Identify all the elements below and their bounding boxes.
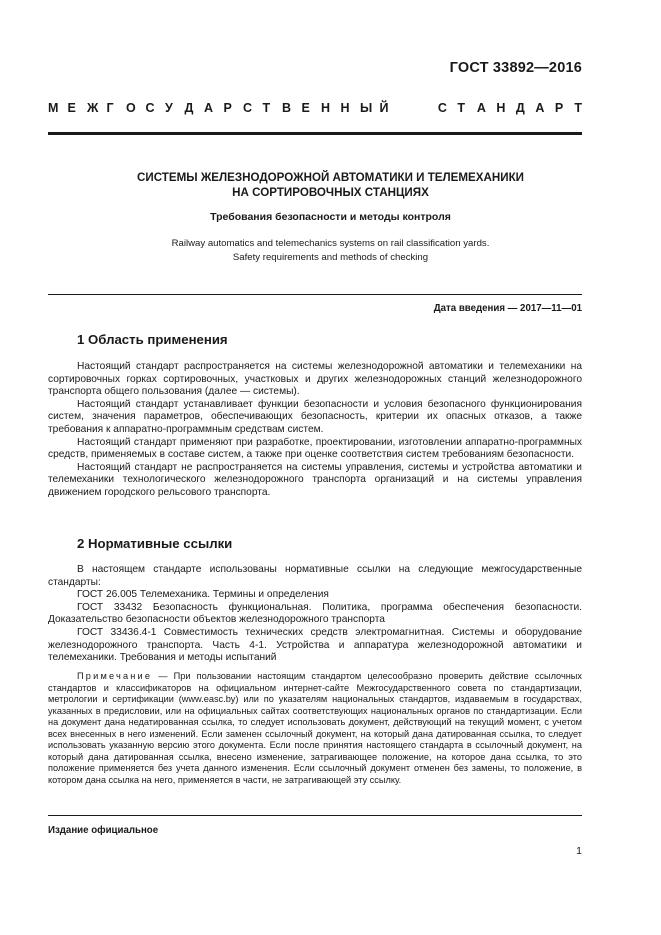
- title-line-1: СИСТЕМЫ ЖЕЛЕЗНОДОРОЖНОЙ АВТОМАТИКИ И ТЕЛЕМЕХАНИКИ: [136, 171, 525, 184]
- section-1-body: [48, 361, 582, 500]
- section-1-paragraph: Настоящий стандарт распространяется на системы железнодорожной автоматики и телемеханики на сортировочных горках сортировочных, участковых и других железнодорожных станций железнодорожного транспорта общего пользования (далее — системы).: [48, 361, 582, 398]
- banner-letter: Е: [301, 101, 310, 115]
- section-2-heading: 2 Нормативные ссылки: [77, 536, 233, 551]
- interstate-standard-banner: [48, 101, 582, 115]
- page-number: 1: [576, 845, 582, 857]
- section-1-heading: 1 Область применения: [77, 332, 228, 347]
- banner-letter: Р: [554, 101, 564, 115]
- section-2-body: [48, 564, 582, 665]
- banner-letter: Р: [223, 101, 232, 115]
- section-1-paragraph: Настоящий стандарт не распространяется на системы управления, системы и устройства автоматики и телемеханики технологического железнодорожного транспорта организаций и на системы управления движением городского рельсового транспорта.: [48, 461, 582, 498]
- banner-letter: А: [535, 101, 545, 115]
- banner-letter: Г: [106, 101, 114, 115]
- banner-letter: Н: [496, 101, 506, 115]
- english-title-line-2: Safety requirements and methods of checking: [232, 251, 429, 263]
- banner-letter: С: [145, 101, 155, 115]
- banner-letter: С: [437, 101, 447, 115]
- english-title: [0, 237, 661, 264]
- section-1-paragraph: Настоящий стандарт устанавливает функции безопасности и условия безопасного функционирования систем, значения параметров, обеспечивающих безопасность, критерии их опасных отказов, а также требования к аппаратно-программным средствам систем.: [48, 398, 582, 435]
- banner-letter: Й: [379, 101, 389, 115]
- banner-letter: Н: [321, 101, 331, 115]
- normative-reference: ГОСТ 33432 Безопасность функциональная. Политика, программа обеспечения безопасности. Доказательство безопасности объектов железнодорожного транспорта: [48, 601, 582, 626]
- note-label: Примечание: [77, 671, 153, 681]
- english-title-line-1: Railway automatics and telemechanics systems on rail classification yards.: [171, 238, 490, 249]
- document-subtitle: Требования безопасности и методы контроля: [210, 211, 451, 223]
- banner-word-interstate: [48, 101, 388, 115]
- document-code: ГОСТ 33892—2016: [449, 60, 582, 76]
- official-edition-label: Издание официальное: [48, 825, 159, 836]
- banner-letter: А: [476, 101, 486, 115]
- banner-letter: Т: [262, 101, 271, 115]
- banner-letter: Д: [515, 101, 525, 115]
- banner-letter: В: [282, 101, 292, 115]
- top-divider: [48, 132, 582, 135]
- banner-letter: А: [204, 101, 214, 115]
- title-divider: [48, 294, 582, 295]
- introduction-date: Дата введения — 2017—11—01: [433, 303, 582, 314]
- banner-letter: О: [126, 101, 136, 115]
- banner-letter: У: [165, 101, 173, 115]
- banner-letter: Ы: [360, 101, 373, 115]
- document-title: [0, 170, 661, 200]
- banner-letter: Ж: [87, 101, 99, 115]
- title-line-2: НА СОРТИРОВОЧНЫХ СТАНЦИЯХ: [232, 186, 429, 199]
- normative-reference: ГОСТ 33436.4-1 Совместимость технических средств электромагнитная. Системы и оборудование железнодорожного транспорта. Часть 4-1. Устройства и аппаратура железнодорожной автоматики и телемеханики. Требования и методы испытаний: [48, 626, 582, 664]
- banner-word-standard: [438, 101, 582, 115]
- section-2-paragraph: В настоящем стандарте использованы нормативные ссылки на следующие межгосударственные стандарты:: [48, 564, 582, 588]
- normative-reference: ГОСТ 26.005 Телемеханика. Термины и определения: [77, 589, 329, 601]
- banner-letter: Т: [457, 101, 465, 115]
- banner-letter: С: [243, 101, 253, 115]
- footer-divider: [48, 815, 582, 816]
- section-1-paragraph: Настоящий стандарт применяют при разработке, проектировании, изготовлении аппаратно-программных средств, применяемых в составе систем, а также при оценке соответствия систем требованиям безопасности.: [48, 436, 582, 461]
- banner-letter: Е: [67, 101, 76, 115]
- banner-letter: М: [48, 101, 59, 115]
- banner-letter: Д: [184, 101, 194, 115]
- banner-letter: Н: [340, 101, 350, 115]
- reference-note: [48, 671, 582, 786]
- note-paragraph: [48, 671, 582, 786]
- note-text: — При пользовании настоящим стандартом целесообразно проверить действие ссылочных стандартов и классификаторов на официальном интернет-сайте Межгосударственного совета по стандартизации, метрологии и сертификации (www.easc.by) или по указателям национальных стандартов, издаваемым в государствах, указанных в предисловии, или на официальных сайтах соответствующих национальных органов по стандартизации. Если на документ дана недатированная ссылка, то следует использовать документ, действующий на текущий момент, с учетом всех внесенных в него изменений. Если заменен ссылочный документ, на который дана датированная ссылка, то следует использовать указанную версию этого документа. Если после принятия настоящего стандарта в ссылочный документ, на который дана датированная ссылка, внесено изменение, затрагивающее положение, на которое дана ссылка, то это положение применяется без учета данного изменения. Если ссылочный документ отменен без замены, то положение, в котором дана ссылка на него, применяется в части, не затрагивающей эту ссылку.: [48, 671, 582, 785]
- banner-letter: Т: [574, 101, 582, 115]
